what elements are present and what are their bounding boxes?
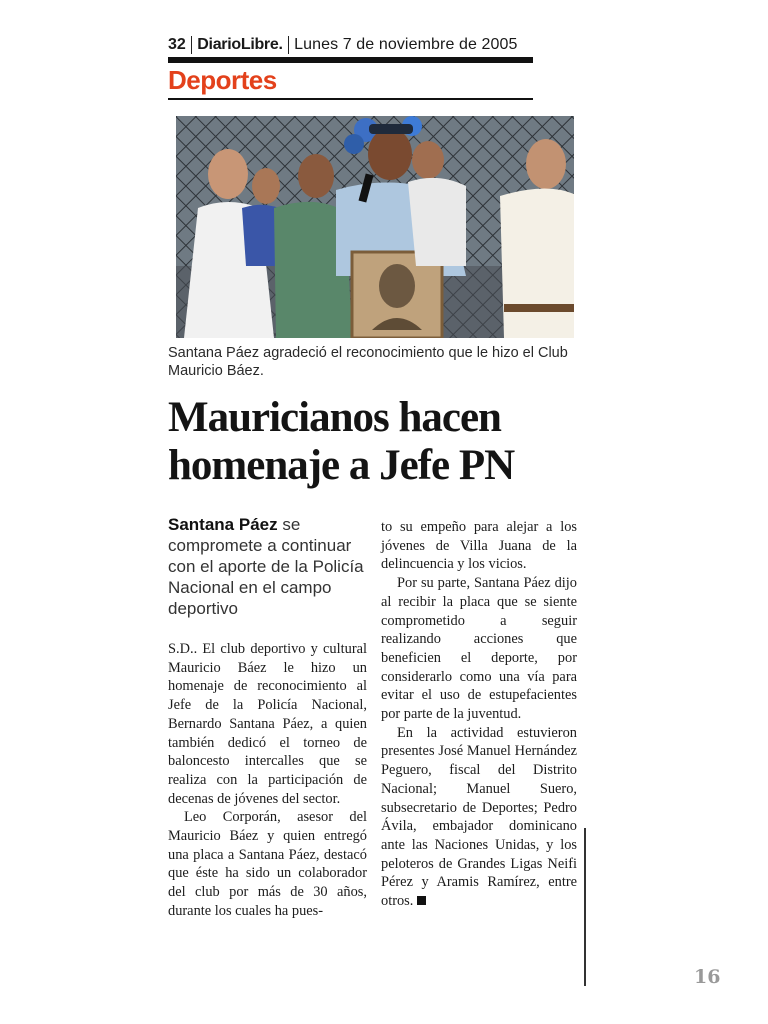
lead-summary — [168, 514, 368, 619]
end-of-article-mark — [417, 896, 426, 905]
headline: Mauricianos hacen homenaje a Jefe PN — [168, 394, 515, 489]
paragraph: S.D.. El club deportivo y cultural Mauricio Báez le hizo un homenaje de reconocimiento al Jefe de la Policía Nacional, Bernardo Santana Páez, a quien también dedicó el torneo de baloncesto intercalles que se realiza con la participación de decenas de jóvenes del sector. — [168, 641, 367, 807]
paragraph: to su empeño para alejar a los jóvenes de Villa Juana de la delincuencia y los vicios. — [381, 519, 577, 573]
paragraph-text: En la actividad estuvieron presentes José Manuel Hernández Peguero, fiscal del Distrito Nacional; Manuel Suero, subsecretario de Deportes; Pedro Ávila, embajador dominicano ante las Naciones Unidas, y los peloteros de Grandes Ligas Neifi Pérez y Aramis Ramírez, entre otros. — [381, 724, 577, 910]
lead-name: Santana Páez — [168, 515, 278, 534]
paragraph: Por su parte, Santana Páez dijo al recibir la placa que se siente comprometido a seguir realizando acciones que beneficien el deporte, por considerarlo como una vía para evitar el uso de estupefacientes por parte de la juventud. — [381, 575, 577, 723]
folio-number: 16 — [694, 966, 721, 988]
paragraph: Leo Corporán, asesor del Mauricio Báez y quien entregó una placa a Santana Páez, destacó que éste ha sido un colaborador del club por más de 30 años, durante los cuales ha pues- — [168, 809, 367, 919]
lead-text: se compromete a continuar con el aporte de la Policía Nacional en el campo deportivo — [168, 515, 364, 618]
paragraph-final — [381, 724, 577, 911]
masthead-divider — [288, 36, 290, 54]
photo-caption: Santana Páez agradeció el reconocimiento que le hizo el Club Mauricio Báez. — [168, 345, 568, 379]
masthead-rule — [168, 57, 533, 63]
masthead — [168, 34, 533, 56]
article-column-1 — [168, 640, 367, 921]
issue-date: Lunes 7 de noviembre de 2005 — [294, 36, 518, 53]
newspaper-name: DiarioLibre. — [197, 36, 283, 53]
page-number: 32 — [168, 36, 186, 53]
section-rule — [168, 98, 533, 100]
article-column-2 — [381, 518, 577, 911]
section-title: Deportes — [168, 65, 277, 95]
column-rule — [584, 828, 586, 986]
news-photo — [176, 116, 574, 338]
masthead-divider — [191, 36, 193, 54]
